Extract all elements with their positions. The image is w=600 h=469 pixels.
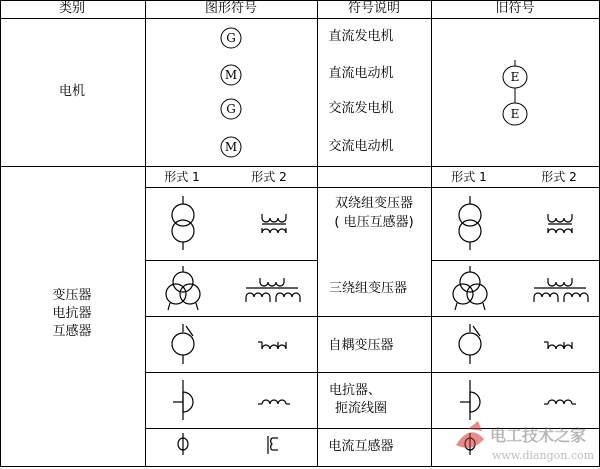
brand-logo-icon [446,405,596,465]
header-category: 类别 [58,1,86,16]
motor-description: 交流发电机 [328,101,394,116]
motor-description: 直流电动机 [328,66,394,81]
autotransformer-form2 [258,342,286,349]
old-motor-letter: E [510,107,520,121]
header-description: 符号说明 [347,1,401,16]
watermark-logo [446,405,596,465]
transformer-description: 自耦变压器 [328,338,394,353]
reactor-form1 [173,380,193,420]
old-reactor-form2 [544,400,576,404]
old-form1-header: 形式 1 [451,170,487,184]
motor-description: 直流发电机 [328,29,394,44]
old-two-winding-transformer-form1 [459,196,481,250]
motor-letter: M [224,140,238,154]
motor-letter: G [226,102,236,116]
watermark-url: www.diangon.com [492,449,595,462]
current-transformer-form1 [178,433,188,455]
transformer-description: 电抗器、 [328,383,382,398]
motor-letter: G [226,31,236,45]
motor-letter: M [224,68,238,82]
motor-description: 交流电动机 [328,139,394,154]
old-motor-letter: E [510,70,520,84]
old-form2-header: 形式 2 [541,170,577,184]
old-autotransformer-form2 [544,342,572,349]
three-winding-transformer-form1 [166,266,200,310]
autotransformer-form1 [172,324,194,364]
old-two-winding-transformer-form2 [548,214,572,233]
transformer-description: 三绕组变压器 [328,281,408,296]
transformer-description: 电流互感器 [328,439,394,454]
header-old-symbol: 旧符号 [495,1,535,16]
two-winding-transformer-form2 [262,214,286,233]
header-symbol: 图形符号 [204,1,258,16]
transformer-description: 扼流线圈 [334,401,388,416]
transformer-description: ( 电压互感器) [334,215,414,230]
form2-header: 形式 2 [251,170,287,184]
transformer-category-line: 电抗器 [52,306,92,321]
old-autotransformer-form1 [459,324,481,364]
watermark-brand: 电工技术之家 [490,426,587,445]
reactor-form2 [258,400,290,404]
transformer-category-line: 互感器 [52,324,92,339]
transformer-category-line: 变压器 [52,288,92,303]
three-winding-transformer-form2 [246,278,300,302]
current-transformer-form2 [268,436,278,454]
transformer-description: 双绕组变压器 [334,196,414,211]
motor-category-label: 电机 [58,84,86,99]
form1-header: 形式 1 [164,170,200,184]
old-three-winding-transformer-form1 [453,266,487,310]
two-winding-transformer-form1 [172,196,194,250]
old-three-winding-transformer-form2 [534,278,588,302]
